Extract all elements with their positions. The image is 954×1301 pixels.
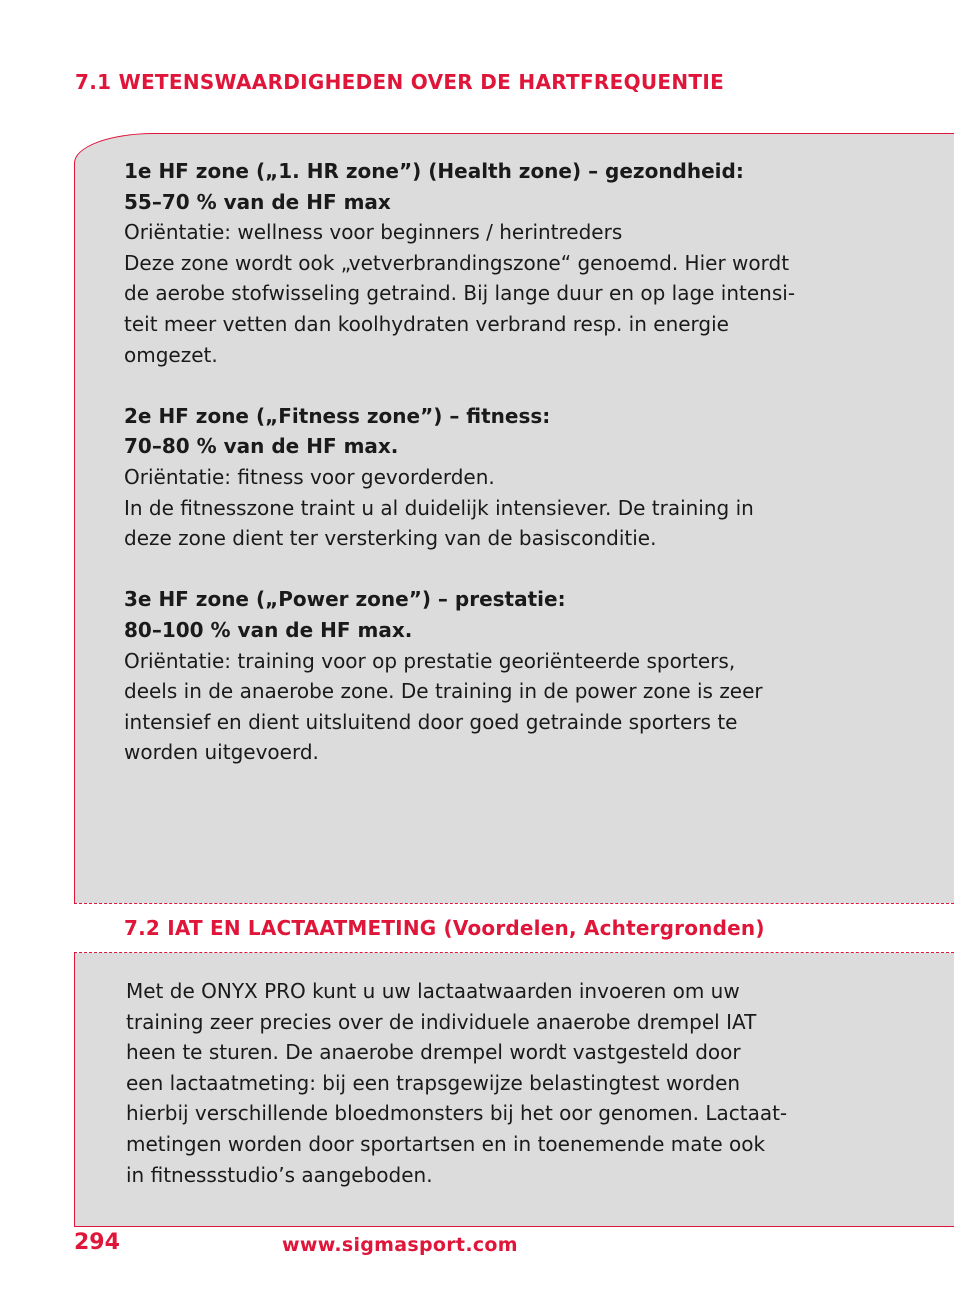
zone-1-line: omgezet. xyxy=(124,342,218,367)
zone-1-line: de aerobe stofwisseling getraind. Bij lange duur en op lage intensi- xyxy=(124,281,796,306)
zone-3-title: 3e HF zone („Power zone”) – prestatie: xyxy=(124,587,566,612)
iat-line: training zeer precies over de individuele anaerobe drempel IAT xyxy=(126,1009,757,1034)
iat-line: een lactaatmeting: bij een trapsgewijze belastingtest worden xyxy=(126,1070,741,1095)
iat-line: metingen worden door sportartsen en in toenemende mate ook xyxy=(126,1131,766,1156)
zone-2-range: 70–80 % van de HF max. xyxy=(124,434,399,459)
iat-line: in fitnessstudio’s aangeboden. xyxy=(126,1162,433,1187)
zone-1-line: teit meer vetten dan koolhydraten verbrand resp. in energie xyxy=(124,311,729,336)
subsection-bar xyxy=(74,903,954,953)
zone-2-line: deze zone dient ter versterking van de basisconditie. xyxy=(124,526,657,551)
zone-3 xyxy=(124,584,884,768)
zone-3-range: 80–100 % van de HF max. xyxy=(124,617,413,642)
iat-line: heen te sturen. De anaerobe drempel wordt vastgesteld door xyxy=(126,1040,741,1065)
zone-1-title: 1e HF zone („1. HR zone”) (Health zone) – gezondheid: xyxy=(124,159,744,183)
zone-3-line: deels in de anaerobe zone. De training in de power zone is zeer xyxy=(124,679,763,704)
iat-paragraph xyxy=(126,976,787,1190)
iat-line: hierbij verschillende bloedmonsters bij het oor genomen. Lactaat- xyxy=(126,1101,788,1126)
zone-1-range: 55–70 % van de HF max xyxy=(124,189,391,214)
zone-1-line: Oriëntatie: wellness voor beginners / herintreders xyxy=(124,220,623,245)
zone-3-line: worden uitgevoerd. xyxy=(124,740,319,765)
zone-1-line: Deze zone wordt ook „vetverbrandingszone“ genoemd. Hier wordt xyxy=(124,250,790,275)
zone-2-title: 2e HF zone („Fitness zone”) – fitness: xyxy=(124,403,551,428)
zone-2 xyxy=(124,401,884,554)
zone-1 xyxy=(124,156,884,370)
zone-2-line: In de fitnesszone traint u al duidelijk intensiever. De training in xyxy=(124,495,754,520)
zones-text xyxy=(124,156,884,798)
website-link[interactable]: www.sigmasport.com xyxy=(282,1234,518,1256)
zone-3-line: intensief en dient uitsluitend door goed getrainde sporters te xyxy=(124,709,738,734)
section-heading: 7.1 WETENSWAARDIGHEDEN OVER DE HARTFREQUENTIE xyxy=(75,70,725,94)
subsection-heading: 7.2 IAT EN LACTAATMETING (Voordelen, Achtergronden) xyxy=(124,916,765,940)
zone-2-line: Oriëntatie: fitness voor gevorderden. xyxy=(124,464,495,489)
page-number: 294 xyxy=(74,1230,120,1255)
zone-3-line: Oriëntatie: training voor op prestatie georiënteerde sporters, xyxy=(124,648,736,673)
iat-line: Met de ONYX PRO kunt u uw lactaatwaarden invoeren om uw xyxy=(126,979,740,1003)
